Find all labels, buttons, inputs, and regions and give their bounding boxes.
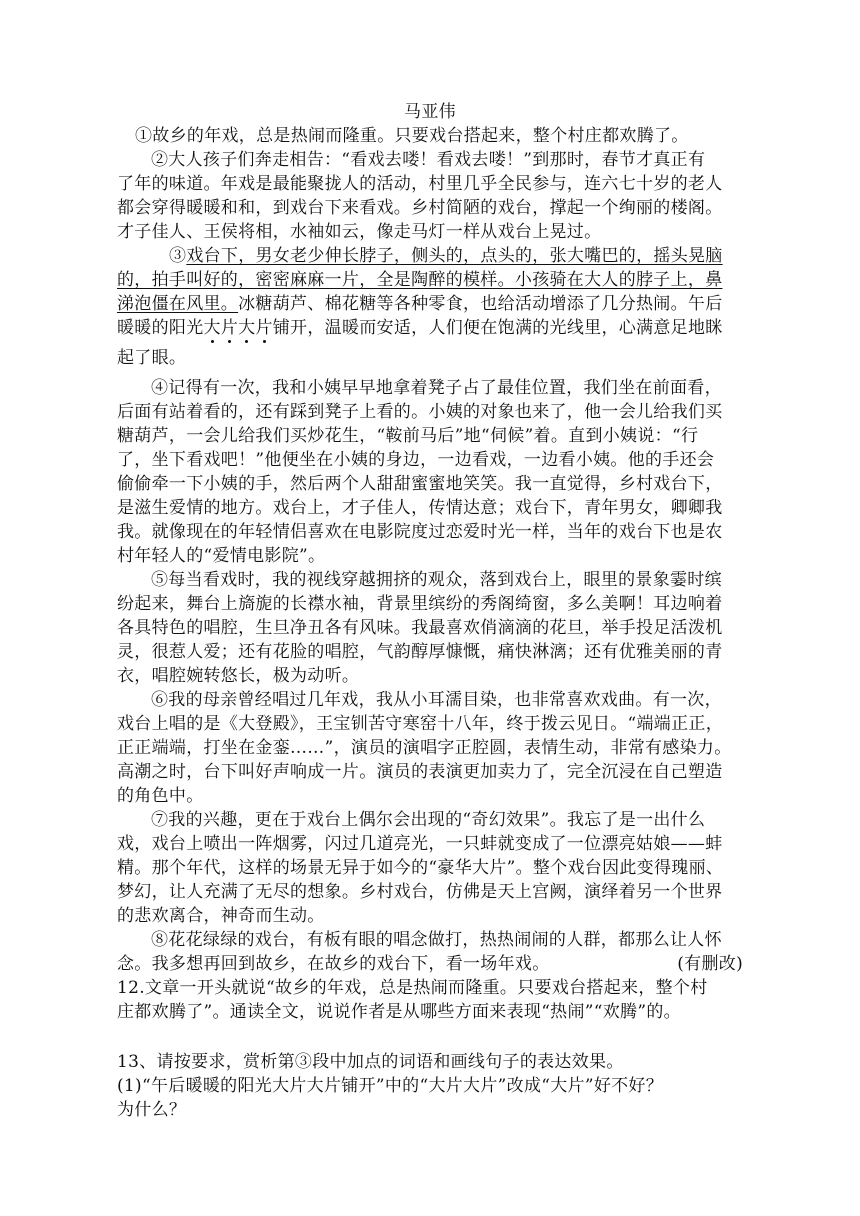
paragraph-line: 了年的味道。年戏是最能聚拢人的活动，村里几乎全民参与，连六七十岁的老人	[117, 174, 723, 194]
paragraph-line: ⑦我的兴趣，更在于戏台上偶尔会出现的“奇幻效果”。我忘了是一出什么	[151, 810, 706, 830]
paragraph-line: 了，坐下看戏吧！”他便坐在小姨的身边，一边看戏，一边看小姨。他的手还会	[117, 450, 715, 470]
paragraph-6	[117, 688, 743, 808]
question-12	[117, 976, 743, 1024]
underlined-sentence: 戏台下，男女老少伸长脖子，侧头的，点头的，张大嘴巴的，摇头晃脑	[186, 246, 723, 266]
paragraph-line: 各具特色的唱腔，生旦净丑各有风味。我最喜欢俏滴滴的花旦，举手投足活泼机	[117, 618, 723, 638]
paragraph-line: 是滋生爱情的地方。戏台上，才子佳人，传情达意；戏台下，青年男女，卿卿我	[117, 498, 723, 518]
paragraph-5	[117, 568, 743, 688]
paragraph-line: 起了眼。	[117, 348, 187, 368]
paragraph-line: ②大人孩子们奔走相告：“看戏去喽！看戏去喽！”到那时，春节才真正有	[151, 150, 706, 170]
question-13	[117, 1050, 743, 1122]
paragraph-line	[117, 952, 743, 976]
paragraph-line: ④记得有一次，我和小姨早早地拿着凳子占了最佳位置，我们坐在前面看，	[151, 378, 722, 398]
paragraph-line	[117, 292, 743, 316]
paragraph-4	[117, 376, 743, 568]
paragraph-text: 念。我多想再回到故乡，在故乡的戏台下，看一场年戏。	[117, 954, 550, 974]
paragraph-line: 偷偷牵一下小姨的手，然后两个人甜甜蜜蜜地笑笑。我一直觉得，乡村戏台下，	[117, 474, 723, 494]
paragraph-line: 戏台上唱的是《大登殿》，王宝钏苦守寒窑十八年，终于拨云见日。“端端正正，	[117, 714, 723, 734]
paragraph-line	[117, 316, 743, 340]
paragraph-line: 糖葫芦，一会儿给我们买炒花生，“鞍前马后”地“伺候”着。直到小姨说：“行	[117, 426, 699, 446]
paragraph-line: 才子佳人、王侯将相，水袖如云，像走马灯一样从戏台上晃过。	[117, 222, 602, 242]
paragraph-line: 正正端端，打坐在金銮……”，演员的演唱字正腔圆，表情生动，非常有感染力。	[117, 738, 732, 758]
paragraph-7	[117, 808, 743, 928]
paragraph-line: 灵，很惹人爱；还有花脸的唱腔，气韵醇厚慷慨，痛快淋漓；还有优雅美丽的青	[117, 642, 723, 662]
paragraph-number: ③	[169, 246, 187, 266]
edit-note: (有删改)	[677, 954, 743, 974]
paragraph-line: 衣，唱腔婉转悠长，极为动听。	[117, 666, 360, 686]
paragraph-line: ⑧花花绿绿的戏台，有板有眼的唱念做打，热热闹闹的人群，都那么让人怀	[151, 930, 722, 950]
dotted-char: 片	[220, 318, 239, 338]
paragraph-line: 的角色中。	[117, 786, 204, 806]
question-line: 为什么？	[117, 1100, 187, 1120]
paragraph-line: 精。那个年代，这样的场景无异于如今的“豪华大片”。整个戏台因此变得瑰丽、	[117, 858, 724, 878]
paragraph-line: 高潮之时，台下叫好声响成一片。演员的表演更加卖力了，完全沉浸在自己塑造	[117, 762, 723, 782]
paragraph-line	[117, 268, 743, 292]
document-page	[117, 100, 743, 1122]
paragraph-line	[117, 244, 743, 268]
paragraph-2	[117, 148, 743, 244]
question-line: 12.文章一开头就说“故乡的年戏，总是热闹而隆重。只要戏台搭起来，整个村	[117, 978, 708, 998]
paragraph-text: 暖暖的阳光	[117, 318, 204, 338]
paragraph-line: 后面有站着看的，还有踩到凳子上看的。小姨的对象也来了，他一会儿给我们买	[117, 402, 723, 422]
dotted-char: 片	[255, 318, 273, 338]
paragraph-line: ⑤每当看戏时，我的视线穿越拥挤的观众，落到戏台上，眼里的景象霎时缤	[151, 570, 722, 590]
paragraph-line: 梦幻，让人充满了无尽的想象。乡村戏台，仿佛是天上宫阙，演绎着另一个世界	[117, 882, 723, 902]
paragraph-line: 的悲欢离合，神奇而生动。	[117, 906, 325, 926]
paragraph-1: ①故乡的年戏，总是热闹而隆重。只要戏台搭起来，整个村庄都欢腾了。	[135, 126, 689, 146]
question-line: 13、请按要求，赏析第③段中加点的词语和画线句子的表达效果。	[117, 1052, 624, 1072]
paragraph-line: ⑥我的母亲曾经唱过几年戏，我从小耳濡目染，也非常喜欢戏曲。有一次，	[151, 690, 722, 710]
paragraph-line: 村年轻人的“爱情电影院”。	[117, 546, 326, 566]
paragraph-line: 戏，戏台上喷出一阵烟雾，闪过几道亮光，一只蚌就变成了一位漂亮姑娘——蚌	[117, 834, 723, 854]
question-line: (1)“午后暖暖的阳光大片大片铺开”中的“大片大片”改成“大片”好不好？	[117, 1076, 664, 1096]
author-name: 马亚伟	[404, 102, 456, 122]
paragraph-line: 我。就像现在的年轻情侣喜欢在电影院度过恋爱时光一样，当年的戏台下也是农	[117, 522, 723, 542]
paragraph-line: 都会穿得暖暖和和，到戏台下来看戏。乡村简陋的戏台，撑起一个绚丽的楼阁。	[117, 198, 723, 218]
paragraph-8	[117, 928, 743, 976]
paragraph-line: 纷起来，舞台上旖旎的长襟水袖，背景里缤纷的秀阁绮窗，多么美啊！耳边响着	[117, 594, 723, 614]
underlined-sentence: 的，拍手叫好的，密密麻麻一片，全是陶醉的模样。小孩骑在大人的脖子上，鼻	[117, 270, 723, 290]
underlined-sentence: 涕泡僵在风里。	[117, 294, 239, 314]
paragraph-text: 冰糖葫芦、棉花糖等各种零食，也给活动增添了几分热闹。午后	[238, 294, 723, 314]
paragraph-3	[117, 244, 743, 370]
paragraph-text: 铺开，温暖而安适，人们便在饱满的光线里，心满意足地眯	[272, 318, 723, 338]
dotted-char: 大	[238, 318, 256, 338]
question-line: 庄都欢腾了”。通读全文，说说作者是从哪些方面来表现“热闹”“欢腾”的。	[117, 1002, 681, 1022]
dotted-char: 大	[203, 318, 221, 338]
